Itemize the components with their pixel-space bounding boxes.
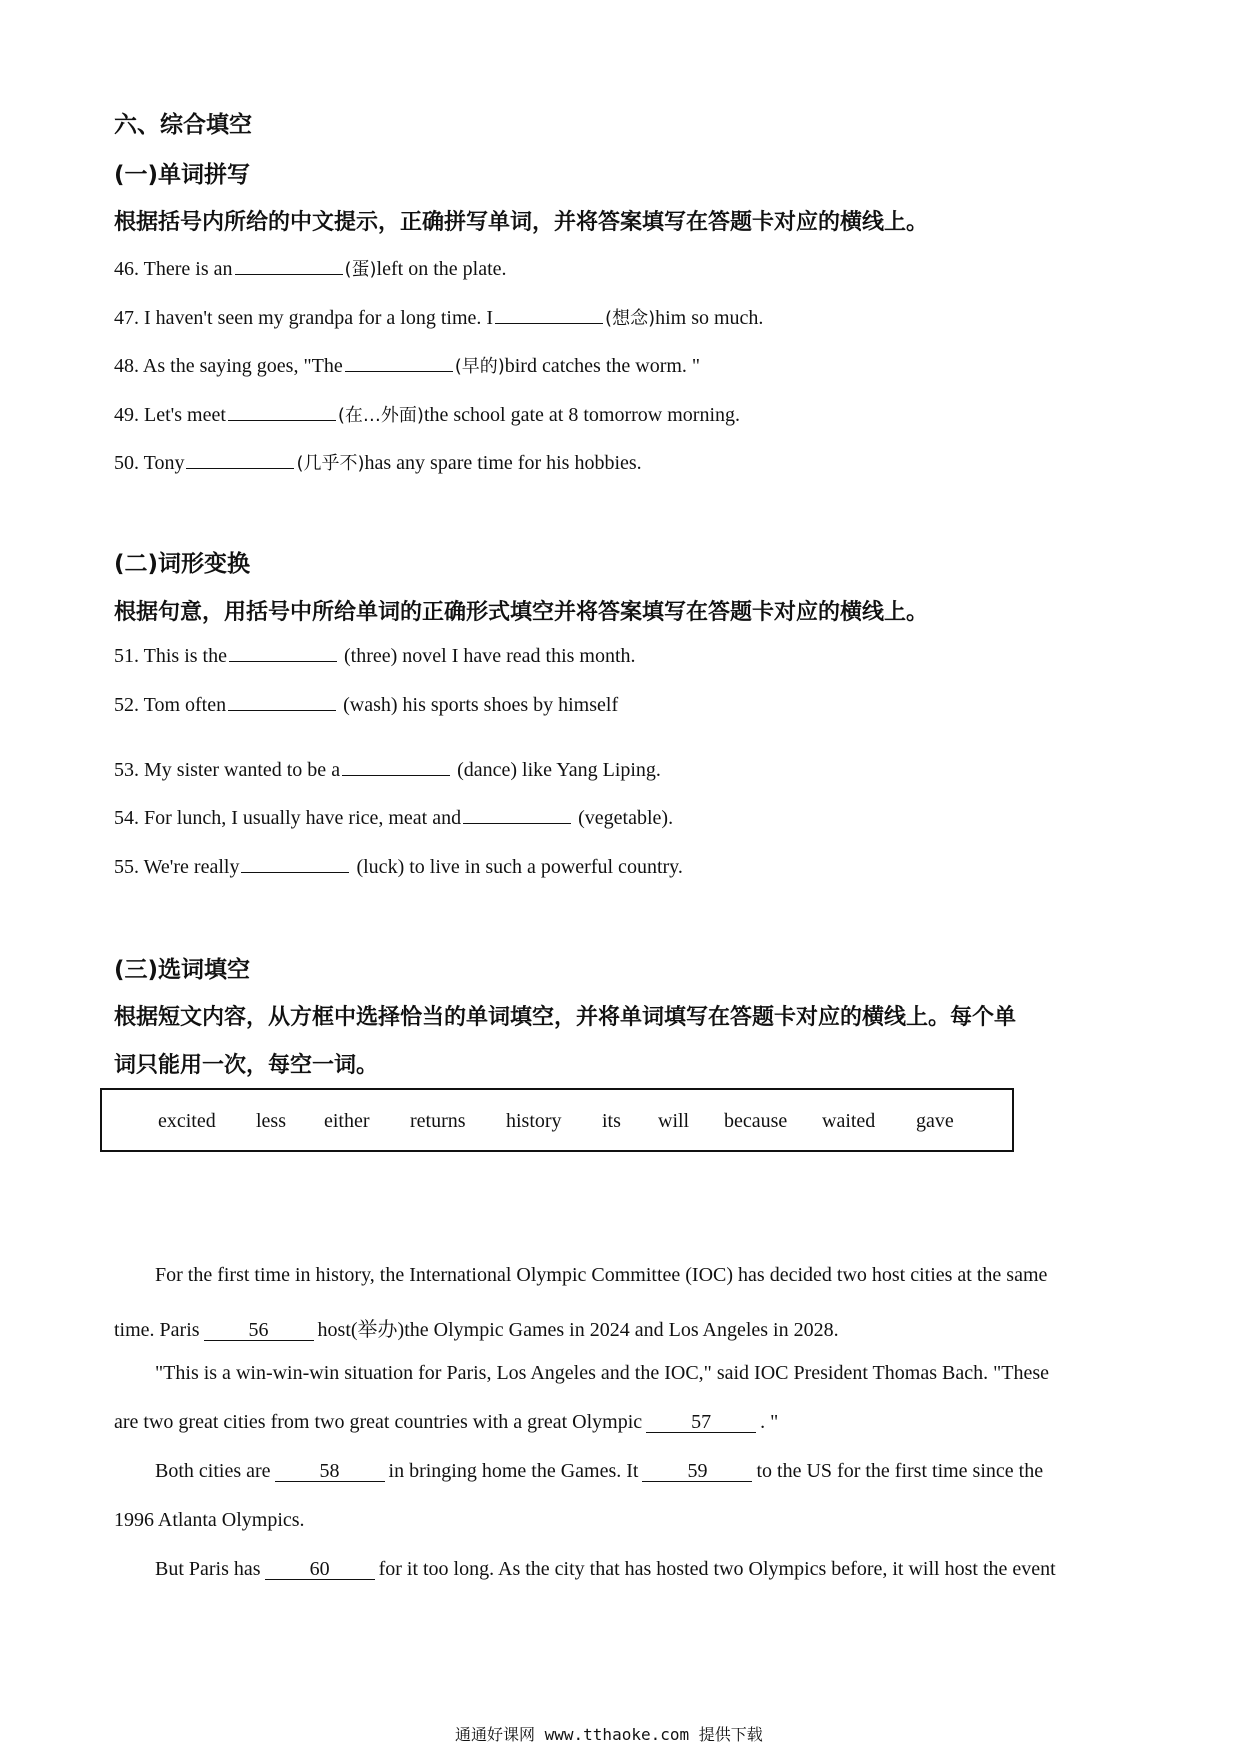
question-55 xyxy=(114,856,683,879)
part1-instruction: 根据括号内所给的中文提示，正确拼写单词，并将答案填写在答题卡对应的横线上。 xyxy=(114,210,929,235)
question-number: 53. xyxy=(114,759,139,781)
chinese-hint: (想念) xyxy=(605,308,656,329)
word-bank-item: returns xyxy=(410,1110,466,1132)
question-text: Tom often xyxy=(143,694,227,716)
answer-blank-57[interactable]: 57 xyxy=(646,1412,756,1433)
answer-blank[interactable] xyxy=(495,307,603,324)
answer-blank[interactable] xyxy=(228,694,336,711)
question-text: Let's meet xyxy=(144,404,226,426)
question-number: 52. xyxy=(114,694,139,716)
question-number: 49. xyxy=(114,404,139,426)
word-bank-box xyxy=(100,1088,1014,1152)
passage-line: 1996 Atlanta Olympics. xyxy=(114,1509,305,1531)
word-bank-item: because xyxy=(724,1110,788,1132)
answer-blank[interactable] xyxy=(463,807,571,824)
word-bank-item: will xyxy=(658,1110,690,1132)
question-number: 47. xyxy=(114,307,139,329)
answer-blank[interactable] xyxy=(186,452,294,469)
word-bank-item: less xyxy=(256,1110,286,1132)
question-text: has any spare time for his hobbies. xyxy=(364,452,642,474)
question-text: left on the plate. xyxy=(376,258,507,280)
passage-text: for it too long. As the city that has hosted two Olympics before, it will host the event xyxy=(378,1558,1056,1580)
answer-blank-59[interactable]: 59 xyxy=(642,1461,752,1482)
question-51 xyxy=(114,645,636,668)
passage-line xyxy=(155,1558,1056,1581)
question-text: (vegetable). xyxy=(578,807,674,829)
word-bank-item: either xyxy=(324,1110,370,1132)
passage-text: are two great cities from two great countries with a great Olympic xyxy=(114,1411,643,1433)
question-text: There is an xyxy=(143,258,233,280)
chinese-hint: (在…外面) xyxy=(337,405,424,426)
passage-text: host(举办)the Olympic Games in 2024 and Los Angeles in 2028. xyxy=(317,1319,839,1341)
answer-blank[interactable] xyxy=(342,759,450,776)
question-text: him so much. xyxy=(655,307,764,329)
word-bank-item: waited xyxy=(822,1110,876,1132)
passage-line: "This is a win-win-win situation for Paris, Los Angeles and the IOC," said IOC President Thomas Bach. "These xyxy=(155,1362,1049,1384)
question-number: 51. xyxy=(114,645,139,667)
question-48 xyxy=(114,352,700,378)
passage-text: time. Paris xyxy=(114,1319,200,1341)
passage-text: in bringing home the Games. It xyxy=(388,1460,639,1482)
passage-line xyxy=(114,1313,839,1342)
question-text: the school gate at 8 tomorrow morning. xyxy=(423,404,740,426)
word-bank-item: excited xyxy=(158,1110,216,1132)
question-text: (luck) to live in such a powerful country. xyxy=(356,856,683,878)
question-text: This is the xyxy=(143,645,227,667)
passage-text: But Paris has xyxy=(155,1558,261,1580)
question-text: (three) novel I have read this month. xyxy=(343,645,636,667)
answer-blank[interactable] xyxy=(345,355,453,372)
question-53 xyxy=(114,759,661,782)
word-bank-item: its xyxy=(602,1110,621,1132)
part2-title: (二)词形变换 xyxy=(114,551,251,577)
passage-line: For the first time in history, the International Olympic Committee (IOC) has decided two host cities at the same xyxy=(155,1264,1048,1286)
answer-blank-56[interactable]: 56 xyxy=(204,1320,314,1341)
question-text: We're really xyxy=(143,856,240,878)
word-bank-item: history xyxy=(506,1110,562,1132)
answer-blank[interactable] xyxy=(228,404,336,421)
chinese-hint: (早的) xyxy=(454,356,505,377)
word-bank-item: gave xyxy=(916,1110,954,1132)
question-50 xyxy=(114,449,642,475)
question-text: As the saying goes, "The xyxy=(142,355,343,377)
question-text: (wash) his sports shoes by himself xyxy=(343,694,619,716)
section-title: 六、综合填空 xyxy=(114,112,252,138)
part3-instruction-line1: 根据短文内容，从方框中选择恰当的单词填空，并将单词填写在答题卡对应的横线上。每个单 xyxy=(114,1005,1017,1030)
question-number: 48. xyxy=(114,355,139,377)
question-number: 50. xyxy=(114,452,139,474)
part1-title: (一)单词拼写 xyxy=(114,162,251,188)
question-number: 54. xyxy=(114,807,139,829)
passage-text: Both cities are xyxy=(155,1460,271,1482)
question-text: bird catches the worm. " xyxy=(504,355,701,377)
question-number: 46. xyxy=(114,258,139,280)
part2-instruction: 根据句意，用括号中所给单词的正确形式填空并将答案填写在答题卡对应的横线上。 xyxy=(114,600,929,625)
question-text: Tony xyxy=(143,452,185,474)
passage-text: . " xyxy=(760,1411,779,1433)
chinese-hint: (几乎不) xyxy=(296,453,365,474)
answer-blank-60[interactable]: 60 xyxy=(265,1559,375,1580)
answer-blank[interactable] xyxy=(241,856,349,873)
answer-blank[interactable] xyxy=(235,258,343,275)
question-54 xyxy=(114,807,673,830)
question-49 xyxy=(114,401,740,427)
answer-blank[interactable] xyxy=(229,645,337,662)
question-text: I haven't seen my grandpa for a long time. I xyxy=(144,307,494,329)
question-text: My sister wanted to be a xyxy=(144,759,341,781)
chinese-hint: (蛋) xyxy=(344,259,377,280)
question-number: 55. xyxy=(114,856,139,878)
passage-line xyxy=(155,1460,1043,1483)
question-text: (dance) like Yang Liping. xyxy=(457,759,661,781)
question-46 xyxy=(114,255,507,281)
question-text: For lunch, I usually have rice, meat and xyxy=(144,807,462,829)
footer-watermark: 通通好课网 www.tthaoke.com 提供下载 xyxy=(455,1725,763,1744)
part3-instruction-line2: 词只能用一次，每空一词。 xyxy=(114,1053,379,1078)
passage-text: to the US for the first time since the xyxy=(756,1460,1044,1482)
question-47 xyxy=(114,304,763,330)
answer-blank-58[interactable]: 58 xyxy=(275,1461,385,1482)
passage-line xyxy=(114,1411,778,1434)
part3-title: (三)选词填空 xyxy=(114,957,251,983)
question-52 xyxy=(114,694,618,717)
